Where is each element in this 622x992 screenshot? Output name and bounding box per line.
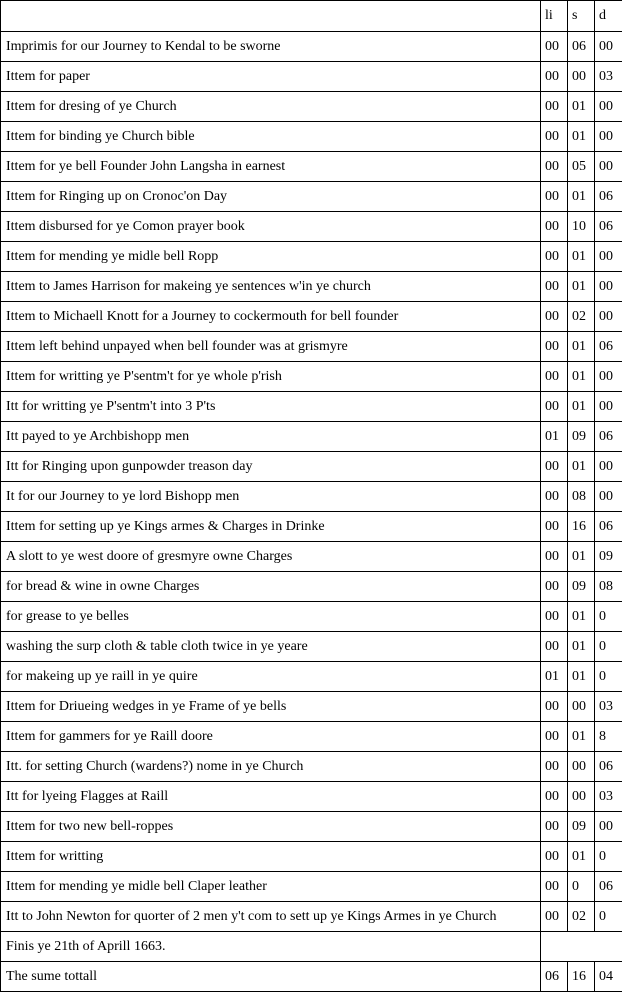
entry-description: Imprimis for our Journey to Kendal to be sworne [1, 32, 541, 62]
entry-description: for grease to ye belles [1, 602, 541, 632]
table-row [1, 572, 622, 602]
accounts-table-body [1, 1, 622, 932]
entry-d: 00 [595, 92, 622, 122]
entry-li: 00 [541, 392, 568, 422]
entry-li: 00 [541, 782, 568, 812]
table-row [1, 362, 622, 392]
entry-s: 02 [568, 302, 595, 332]
entry-description: Itt to John Newton for quorter of 2 men y't com to sett up ye Kings Armes in ye Church [1, 902, 541, 932]
entry-li: 00 [541, 872, 568, 902]
header-s: s [568, 1, 595, 32]
entry-li: 01 [541, 422, 568, 452]
entry-description: Ittem for mending ye midle bell Ropp [1, 242, 541, 272]
entry-li: 00 [541, 752, 568, 782]
entry-description: washing the surp cloth & table cloth twice in ye yeare [1, 632, 541, 662]
entry-description: Ittem for paper [1, 62, 541, 92]
entry-s: 01 [568, 242, 595, 272]
entry-li: 00 [541, 272, 568, 302]
entry-d: 8 [595, 722, 622, 752]
table-row [1, 482, 622, 512]
entry-description: Itt for Ringing upon gunpowder treason day [1, 452, 541, 482]
entry-description: Itt for writting ye P'sentm't into 3 P'ts [1, 392, 541, 422]
entry-li: 00 [541, 362, 568, 392]
entry-s: 02 [568, 902, 595, 932]
entry-d: 06 [595, 512, 622, 542]
entry-d: 0 [595, 662, 622, 692]
entry-s: 01 [568, 92, 595, 122]
entry-d: 06 [595, 182, 622, 212]
entry-d: 06 [595, 212, 622, 242]
entry-d: 00 [595, 482, 622, 512]
entry-s: 00 [568, 752, 595, 782]
table-row [1, 332, 622, 362]
entry-li: 00 [541, 632, 568, 662]
entry-s: 01 [568, 542, 595, 572]
entry-li: 00 [541, 332, 568, 362]
entry-description: Ittem for dresing of ye Church [1, 92, 541, 122]
table-row [1, 512, 622, 542]
entry-li: 00 [541, 722, 568, 752]
entry-s: 01 [568, 602, 595, 632]
entry-li: 00 [541, 302, 568, 332]
entry-s: 01 [568, 452, 595, 482]
entry-s: 0 [568, 872, 595, 902]
entry-description: Ittem left behind unpayed when bell founder was at grismyre [1, 332, 541, 362]
table-row [1, 782, 622, 812]
accounts-table-footer [1, 932, 622, 992]
total-s: 16 [568, 962, 595, 992]
entry-d: 03 [595, 692, 622, 722]
table-row [1, 692, 622, 722]
entry-s: 01 [568, 662, 595, 692]
entry-d: 03 [595, 782, 622, 812]
table-row [1, 242, 622, 272]
entry-li: 00 [541, 122, 568, 152]
entry-s: 10 [568, 212, 595, 242]
table-row [1, 302, 622, 332]
table-row [1, 752, 622, 782]
table-row [1, 422, 622, 452]
entry-description: Ittem for Ringing up on Cronoc'on Day [1, 182, 541, 212]
entry-s: 06 [568, 32, 595, 62]
entry-s: 00 [568, 62, 595, 92]
total-row [1, 962, 622, 992]
entry-d: 08 [595, 572, 622, 602]
entry-li: 00 [541, 152, 568, 182]
entry-description: Ittem for two new bell-roppes [1, 812, 541, 842]
entry-li: 00 [541, 812, 568, 842]
entry-s: 08 [568, 482, 595, 512]
table-row [1, 722, 622, 752]
entry-s: 01 [568, 842, 595, 872]
table-row [1, 212, 622, 242]
entry-s: 09 [568, 812, 595, 842]
entry-description: for bread & wine in owne Charges [1, 572, 541, 602]
total-d: 04 [595, 962, 622, 992]
entry-d: 0 [595, 902, 622, 932]
entry-d: 0 [595, 632, 622, 662]
entry-li: 00 [541, 902, 568, 932]
entry-d: 00 [595, 122, 622, 152]
entry-description: Ittem to Michaell Knott for a Journey to cockermouth for bell founder [1, 302, 541, 332]
table-row [1, 182, 622, 212]
header-li: li [541, 1, 568, 32]
header-row [1, 1, 622, 32]
entry-d: 03 [595, 62, 622, 92]
header-d: d [595, 1, 622, 32]
entry-description: Ittem to James Harrison for makeing ye sentences w'in ye church [1, 272, 541, 302]
finis-note: Finis ye 21th of Aprill 1663. [1, 932, 541, 962]
entry-s: 01 [568, 632, 595, 662]
entry-d: 00 [595, 362, 622, 392]
entry-description: A slott to ye west doore of gresmyre owne Charges [1, 542, 541, 572]
entry-description: Ittem for ye bell Founder John Langsha in earnest [1, 152, 541, 182]
entry-description: Ittem for Driueing wedges in ye Frame of ye bells [1, 692, 541, 722]
entry-d: 00 [595, 812, 622, 842]
entry-description: Ittem for binding ye Church bible [1, 122, 541, 152]
header-description [1, 1, 541, 32]
entry-s: 01 [568, 272, 595, 302]
entry-li: 00 [541, 692, 568, 722]
entry-li: 00 [541, 602, 568, 632]
entry-li: 00 [541, 182, 568, 212]
entry-s: 09 [568, 572, 595, 602]
table-row [1, 272, 622, 302]
entry-li: 00 [541, 482, 568, 512]
entry-li: 00 [541, 212, 568, 242]
entry-d: 06 [595, 752, 622, 782]
entry-description: It for our Journey to ye lord Bishopp men [1, 482, 541, 512]
entry-li: 00 [541, 572, 568, 602]
entry-description: Ittem for gammers for ye Raill doore [1, 722, 541, 752]
entry-li: 00 [541, 452, 568, 482]
entry-s: 00 [568, 692, 595, 722]
entry-d: 06 [595, 332, 622, 362]
finis-empty-cell [541, 932, 622, 962]
entry-description: Itt payed to ye Archbishopp men [1, 422, 541, 452]
entry-s: 01 [568, 722, 595, 752]
table-row [1, 632, 622, 662]
entry-description: Itt. for setting Church (wardens?) nome in ye Church [1, 752, 541, 782]
entry-d: 00 [595, 242, 622, 272]
entry-li: 00 [541, 92, 568, 122]
entry-li: 00 [541, 242, 568, 272]
table-row [1, 92, 622, 122]
entry-description: Itt for lyeing Flagges at Raill [1, 782, 541, 812]
entry-s: 01 [568, 182, 595, 212]
entry-d: 09 [595, 542, 622, 572]
table-row [1, 62, 622, 92]
entry-d: 00 [595, 392, 622, 422]
entry-li: 00 [541, 32, 568, 62]
entry-description: Ittem disbursed for ye Comon prayer book [1, 212, 541, 242]
entry-d: 00 [595, 452, 622, 482]
entry-d: 00 [595, 272, 622, 302]
table-row [1, 122, 622, 152]
entry-li: 00 [541, 842, 568, 872]
entry-s: 01 [568, 392, 595, 422]
table-row [1, 872, 622, 902]
entry-description: Ittem for writting [1, 842, 541, 872]
entry-li: 00 [541, 512, 568, 542]
entry-d: 06 [595, 872, 622, 902]
entry-s: 00 [568, 782, 595, 812]
table-row [1, 602, 622, 632]
entry-s: 16 [568, 512, 595, 542]
entry-d: 00 [595, 152, 622, 182]
total-label: The sume tottall [1, 962, 541, 992]
table-row [1, 32, 622, 62]
entry-d: 0 [595, 602, 622, 632]
table-row [1, 812, 622, 842]
entry-description: for makeing up ye raill in ye quire [1, 662, 541, 692]
entry-li: 00 [541, 62, 568, 92]
entry-li: 00 [541, 542, 568, 572]
entry-s: 01 [568, 122, 595, 152]
entry-s: 09 [568, 422, 595, 452]
entry-d: 00 [595, 32, 622, 62]
table-row [1, 452, 622, 482]
entry-description: Ittem for setting up ye Kings armes & Charges in Drinke [1, 512, 541, 542]
table-row [1, 392, 622, 422]
table-row [1, 902, 622, 932]
table-row [1, 152, 622, 182]
entry-d: 0 [595, 842, 622, 872]
entry-description: Ittem for mending ye midle bell Claper leather [1, 872, 541, 902]
entry-description: Ittem for writting ye P'sentm't for ye whole p'rish [1, 362, 541, 392]
entry-li: 01 [541, 662, 568, 692]
entry-s: 01 [568, 332, 595, 362]
entry-d: 00 [595, 302, 622, 332]
table-row [1, 542, 622, 572]
entry-s: 01 [568, 362, 595, 392]
entry-d: 06 [595, 422, 622, 452]
entry-s: 05 [568, 152, 595, 182]
finis-row [1, 932, 622, 962]
total-li: 06 [541, 962, 568, 992]
table-row [1, 662, 622, 692]
table-row [1, 842, 622, 872]
